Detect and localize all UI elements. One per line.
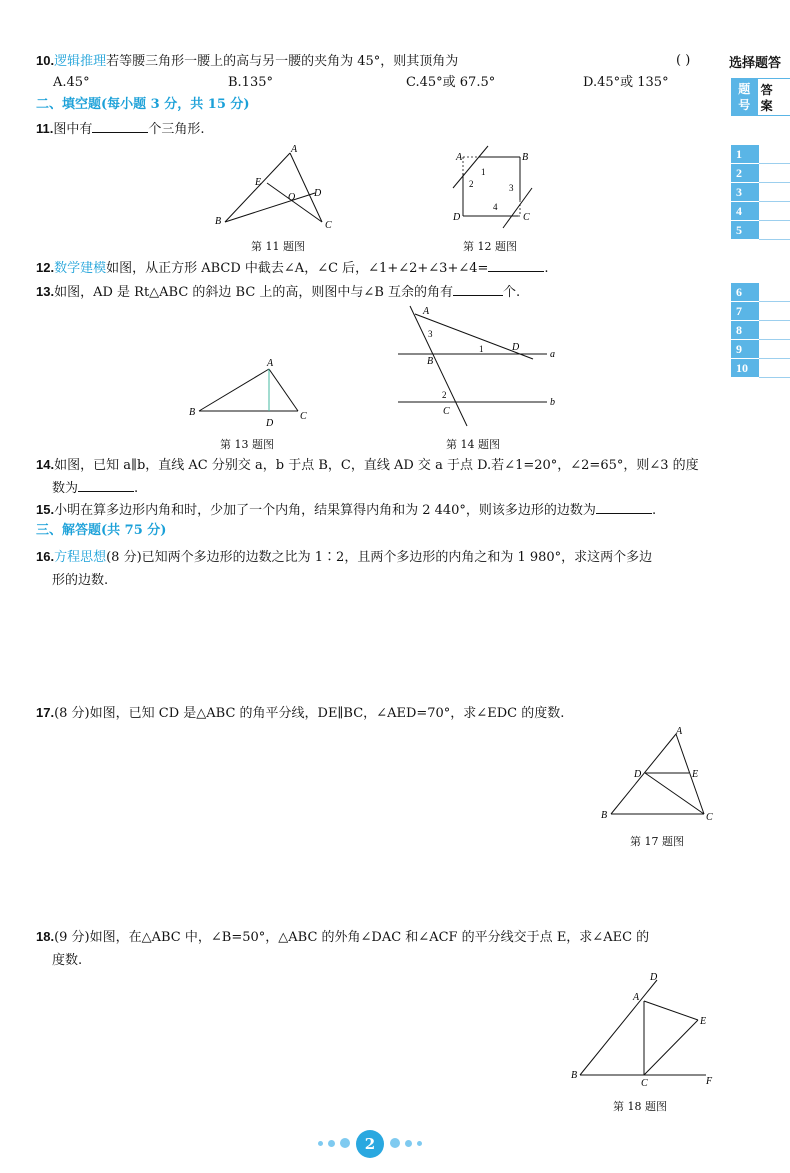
answer-row: 1: [731, 145, 790, 164]
fig17-label-d: D: [634, 769, 642, 780]
q10-option-a: A.45°: [53, 75, 90, 90]
q12-tag: 数学建模: [54, 261, 107, 276]
fig13-caption: 第 13 题图: [220, 438, 274, 451]
figure-13: [185, 355, 315, 431]
fig18-label-f: F: [706, 1076, 713, 1087]
answer-cell[interactable]: [759, 183, 790, 202]
q12-blank: [488, 258, 544, 272]
fig12-label-a: A: [456, 152, 463, 163]
fig12-angle-3: 3: [509, 183, 514, 193]
q11-stem: 11.图中有 个三角形.: [36, 121, 205, 137]
fig11-label-e: E: [255, 177, 262, 188]
answer-row: 4: [731, 202, 790, 221]
fig14-line-b: b: [550, 397, 555, 408]
q15-stem: 15.小明在算多边形内角和时，少加了一个内角，结果算得内角和为 2 440°，则该多边形的边数为 .: [36, 502, 657, 518]
q14-stem-line2: 数为 .: [52, 478, 138, 498]
answer-row: 10: [731, 359, 790, 378]
figure-12: [448, 140, 548, 232]
fig18-label-c: C: [641, 1078, 648, 1089]
answer-row: 7: [731, 302, 790, 321]
q10-tag: 逻辑推理: [54, 54, 107, 69]
fig12-angle-1: 1: [481, 167, 486, 177]
fig17-label-c: C: [706, 812, 713, 823]
fig18-label-d: D: [650, 972, 658, 983]
q18-stem-line2: 度数.: [52, 953, 83, 968]
fig11-label-o: O: [288, 192, 296, 203]
fig14-label-b: B: [427, 356, 434, 367]
answer-row: 9: [731, 340, 790, 359]
q12-stem: 12.数学建模如图，从正方形 ABCD 中截去∠A，∠C 后，∠1+∠2+∠3+∠4= .: [36, 260, 549, 276]
answer-row: 8: [731, 321, 790, 340]
fig18-caption: 第 18 题图: [613, 1100, 667, 1113]
answer-cell[interactable]: [759, 321, 790, 340]
fig18-label-e: E: [700, 1016, 707, 1027]
answer-cell[interactable]: [759, 302, 790, 321]
decor-dot: [390, 1138, 400, 1148]
figure-17: [596, 722, 726, 828]
fig12-label-c: C: [523, 212, 530, 223]
fig17-label-b: B: [601, 810, 608, 821]
figure-18: [566, 968, 726, 1090]
fig13-label-d: D: [266, 418, 274, 429]
fig14-label-d: D: [512, 342, 520, 353]
fig14-label-c: C: [443, 406, 450, 417]
fig14-angle-1: 1: [479, 344, 484, 354]
fig17-label-a: A: [676, 726, 683, 737]
fig14-line-a: a: [550, 349, 555, 360]
fig14-angle-2: 2: [442, 390, 447, 400]
fig18-label-a: A: [633, 992, 640, 1003]
answer-cell[interactable]: [759, 164, 790, 183]
q10-option-b: B.135°: [228, 75, 273, 90]
section-answer-heading: 三、解答题(共 75 分): [36, 523, 167, 538]
q14-stem-line1: 14.如图，已知 a∥b，直线 AC 分别交 a，b 于点 B，C，直线 AD 交 a 于点 D.若∠1=20°，∠2=65°，则∠3 的度: [36, 457, 699, 473]
answer-cell[interactable]: [759, 283, 790, 302]
figure-14: [395, 302, 565, 432]
answer-cell[interactable]: [759, 340, 790, 359]
page-number: 2: [356, 1130, 384, 1158]
section-fill-in-heading: 二、填空题(每小题 3 分，共 15 分): [36, 97, 250, 112]
figure-11: [205, 140, 345, 232]
fig14-caption: 第 14 题图: [446, 438, 500, 451]
decor-dot: [405, 1140, 412, 1147]
fig14-angle-3: 3: [428, 329, 433, 339]
answer-panel-header: 题 号 答 案: [731, 78, 790, 116]
q13-stem: 13.如图，AD 是 Rt△ABC 的斜边 BC 上的高，则图中与∠B 互余的角有 个.: [36, 284, 521, 300]
answer-cell[interactable]: [759, 359, 790, 378]
q18-stem-line1: 18.(9 分)如图，在△ABC 中，∠B=50°，△ABC 的外角∠DAC 和∠ACF 的平分线交于点 E，求∠AEC 的: [36, 929, 650, 945]
answer-cell[interactable]: [759, 202, 790, 221]
q11-blank: [92, 119, 148, 133]
q10-stem: 10.逻辑推理若等腰三角形一腰上的高与另一腰的夹角为 45°，则其顶角为: [36, 53, 459, 69]
answer-row: 2: [731, 164, 790, 183]
fig12-label-b: B: [522, 152, 529, 163]
fig11-label-b: B: [215, 216, 222, 227]
q16-tag: 方程思想: [54, 550, 107, 565]
decor-dot: [328, 1140, 335, 1147]
q16-stem-line2: 形的边数.: [52, 573, 109, 588]
fig17-label-e: E: [692, 769, 699, 780]
q13-blank: [453, 282, 503, 296]
q10-answer-paren: ( ): [676, 53, 691, 68]
fig11-caption: 第 11 题图: [251, 240, 305, 253]
fig12-label-d: D: [453, 212, 461, 223]
q15-blank: [596, 500, 652, 514]
fig14-label-a: A: [423, 306, 430, 317]
decor-dot: [417, 1141, 422, 1146]
q10-option-c: C.45°或 67.5°: [406, 75, 496, 90]
q16-stem-line1: 16.方程思想(8 分)已知两个多边形的边数之比为 1∶2，且两个多边形的内角之和为 1 980°，求这两个多边: [36, 549, 653, 565]
fig12-angle-4: 4: [493, 202, 498, 212]
fig13-label-a: A: [267, 358, 274, 369]
fig13-label-b: B: [189, 407, 196, 418]
q10-option-d: D.45°或 135°: [583, 75, 669, 90]
fig11-label-a: A: [291, 144, 298, 155]
decor-dot: [340, 1138, 350, 1148]
fig13-label-c: C: [300, 411, 307, 422]
fig12-angle-2: 2: [469, 179, 474, 189]
answer-cell[interactable]: [759, 145, 790, 164]
answer-row: 5: [731, 221, 790, 240]
answer-panel-title: 选择题答: [729, 56, 782, 71]
answer-row: 3: [731, 183, 790, 202]
fig11-label-c: C: [325, 220, 332, 231]
fig17-caption: 第 17 题图: [630, 835, 684, 848]
fig18-label-b: B: [571, 1070, 578, 1081]
answer-cell[interactable]: [759, 221, 790, 240]
q17-stem: 17.(8 分)如图，已知 CD 是△ABC 的角平分线，DE∥BC，∠AED=70°，求∠EDC 的度数.: [36, 705, 565, 721]
q14-blank: [78, 478, 134, 492]
fig12-caption: 第 12 题图: [463, 240, 517, 253]
decor-dot: [318, 1141, 323, 1146]
fig11-label-d: D: [314, 188, 322, 199]
answer-row: 6: [731, 283, 790, 302]
